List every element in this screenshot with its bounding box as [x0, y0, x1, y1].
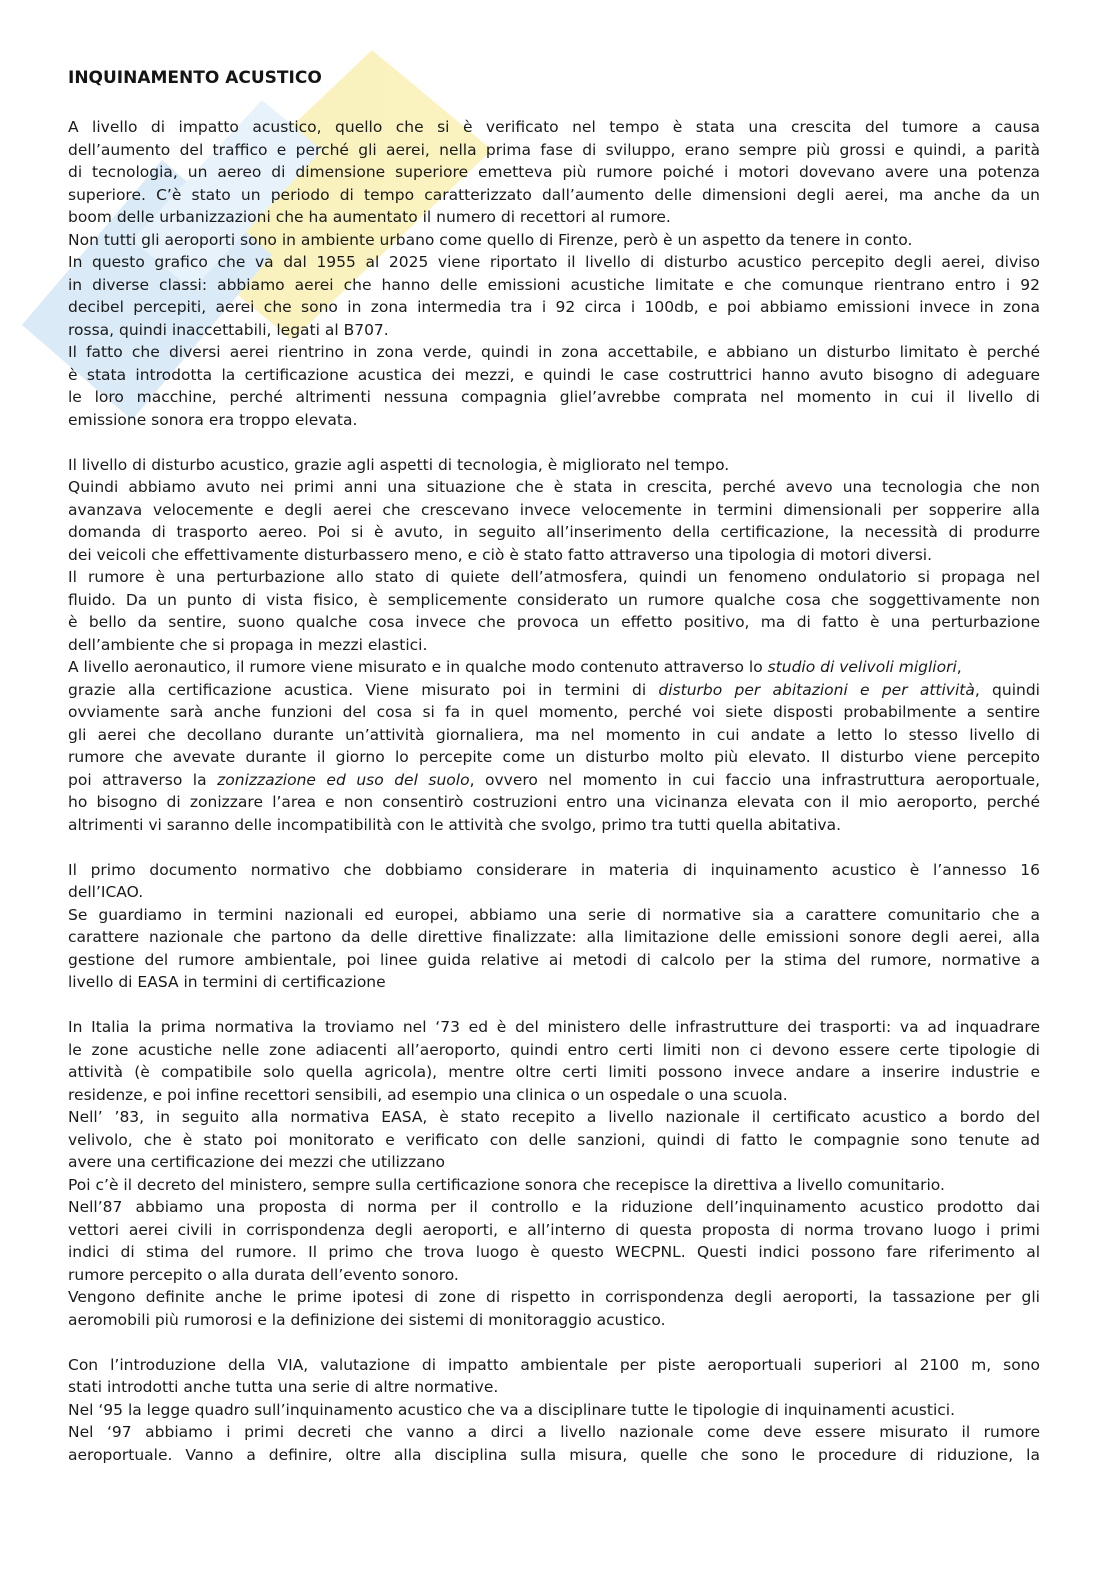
text-line	[68, 319, 1040, 341]
text-run: A livello aeronautico, il rumore viene misurato e in qualche modo contenuto attraverso lo	[68, 658, 768, 676]
text-run: vettori aerei civili in corrispondenza degli aeroporti, e allʼinterno di questa proposta di norma trovano luogo i primi	[68, 1220, 1040, 1239]
text-run: fluido. Da un punto di vista fisico, è semplicemente considerato un rumore qualche cosa che soggettivamente non	[68, 590, 1040, 609]
text-line	[68, 184, 1040, 206]
text-line	[68, 589, 1040, 611]
text-line	[68, 1084, 1040, 1106]
text-run: Nellʼ ’83, in seguito alla normativa EASA, è stato recepito a livello nazionale il certificato acustico a bordo del	[68, 1108, 1040, 1126]
text-line	[68, 1039, 1040, 1061]
text-run: Vengono definite anche le prime ipotesi di zone di rispetto in corrispondenza degli aeroporti, la tassazione per gli	[68, 1288, 1040, 1306]
text-line	[68, 206, 1040, 228]
text-run: rumore che avevate durante il giorno lo percepite come un disturbo molto più elevato. Il disturbo viene percepito	[68, 748, 1040, 766]
text-run: , ovvero nel momento in cui faccio una infrastruttura aeroportuale,	[469, 770, 1040, 789]
text-line	[68, 1444, 1040, 1466]
text-run: Se guardiamo in termini nazionali ed europei, abbiamo una serie di normative sia a carattere comunitario che a	[68, 905, 1040, 924]
text-line	[68, 139, 1040, 161]
text-line	[68, 611, 1040, 633]
text-run: Nel ‘95 la legge quadro sullʼinquinamento acustico che va a disciplinare tutte le tipologie di inquinamenti acustici.	[68, 1400, 956, 1419]
text-run: dell’aumento del traffico e perché gli aerei, nella prima fase di sviluppo, erano sempre più grossi e quindi, a parità	[68, 140, 1040, 159]
text-run: Il primo documento normativo che dobbiamo considerare in materia di inquinamento acustico è lʼannesso 16	[68, 860, 1040, 879]
text-line	[68, 904, 1040, 926]
text-run: velivolo, che è stato poi monitorato e verificato con delle sanzioni, quindi di fatto le compagnie sono tenute ad	[68, 1130, 1040, 1149]
text-run: ovviamente sarà anche funzioni del cosa si fa in quel momento, perché voi siete disposti probabilmente a sentire	[68, 703, 1040, 721]
text-line	[68, 566, 1040, 588]
text-run: Nellʼ87 abbiamo una proposta di norma per il controllo e la riduzione dellʼinquinamento acustico prodotto dai	[68, 1198, 1040, 1216]
italic-text-run: zonizzazione ed uso del suolo	[217, 770, 470, 789]
text-run: in diverse classi: abbiamo aerei che hanno delle emissioni acustiche limitate e che comunque rientrano entro i 92	[68, 275, 1040, 294]
text-line	[68, 1196, 1040, 1218]
text-line	[68, 386, 1040, 408]
text-run: aeroportuale. Vanno a definire, oltre alla disciplina sulla misura, quelle che sono le procedure di riduzione, la	[68, 1445, 1040, 1464]
text-run: di tecnologia, un aereo di dimensione superiore emetteva più rumore poiché i motori dovevano avere una potenza	[68, 163, 1040, 181]
text-run: domanda di trasporto aereo. Poi si è avuto, in seguito all’inserimento della certificazione, la necessità di produrre	[68, 523, 1040, 541]
text-line	[68, 454, 1040, 476]
text-run: livello di EASA in termini di certificazione	[68, 973, 386, 991]
text-run: Il fatto che diversi aerei rientrino in zona verde, quindi in zona accettabile, e abbiano un disturbo limitato è perché	[68, 343, 1040, 361]
text-line	[68, 409, 1040, 431]
text-line	[68, 859, 1040, 881]
text-line	[68, 724, 1040, 746]
text-line	[68, 1309, 1040, 1331]
text-line	[68, 229, 1040, 251]
text-line	[68, 949, 1040, 971]
text-run: dell’ICAO.	[68, 883, 144, 901]
text-run: dellʼambiente che si propaga in mezzi elastici.	[68, 635, 428, 654]
text-line	[68, 1399, 1040, 1421]
text-run: ,	[956, 658, 962, 676]
text-line	[68, 1286, 1040, 1308]
text-line	[68, 1421, 1040, 1443]
text-run: Quindi abbiamo avuto nei primi anni una situazione che è stata in crescita, perché avevo una tecnologia che non	[68, 478, 1040, 496]
text-run: indici di stima del rumore. Il primo che trova luogo è questo WECPNL. Questi indici possono fare riferimento al	[68, 1243, 1040, 1261]
italic-text-run: disturbo per abitazioni e per attività	[658, 680, 975, 699]
text-line	[68, 656, 1040, 678]
text-line	[68, 544, 1040, 566]
text-run: stati introdotti anche tutta una serie di altre normative.	[68, 1378, 499, 1396]
text-line	[68, 364, 1040, 386]
text-run: le loro macchine, perché altrimenti nessuna compagnia glielʼavrebbe comprata nel momento in cui il livello di	[68, 388, 1040, 406]
text-run: grazie alla certificazione acustica. Viene misurato poi in termini di	[68, 680, 659, 699]
text-run: gestione del rumore ambientale, poi linee guida relative ai metodi di calcolo per la stima del rumore, normative a	[68, 950, 1040, 969]
text-line	[68, 971, 1040, 993]
text-run: Con lʼintroduzione della VIA, valutazione di impatto ambientale per piste aeroportuali superiori al 2100 m, sono	[68, 1355, 1040, 1374]
text-run: rumore percepito o alla durata dellʼevento sonoro.	[68, 1265, 459, 1284]
text-run: emissione sonora era troppo elevata.	[68, 410, 358, 429]
text-line	[68, 814, 1040, 836]
text-run: Poi c’è il decreto del ministero, sempre sulla certificazione sonora che recepisce la direttiva a livello comunitario.	[68, 1175, 945, 1194]
text-line	[68, 679, 1040, 701]
text-line	[68, 1151, 1040, 1173]
text-run: A livello di impatto acustico, quello che si è verificato nel tempo è stata una crescita del tumore a causa	[68, 118, 1040, 136]
text-line	[68, 274, 1040, 296]
document-title: INQUINAMENTO ACUSTICO	[68, 68, 322, 88]
text-line	[68, 1219, 1040, 1241]
text-run: gli aerei che decollano durante unʼattività giornaliera, ma nel momento in cui andate a letto lo stesso livello di	[68, 725, 1040, 744]
text-line	[68, 521, 1040, 543]
text-run: avere una certificazione dei mezzi che utilizzano	[68, 1153, 446, 1171]
text-run: , quindi	[974, 680, 1040, 699]
text-run: residenze, e poi infine recettori sensibili, ad esempio una clinica o un ospedale o una scuola.	[68, 1085, 788, 1104]
text-line	[68, 161, 1040, 183]
text-run: Nel ‘97 abbiamo i primi decreti che vanno a dirci a livello nazionale come deve essere misurato il rumore	[68, 1423, 1040, 1441]
text-line	[68, 926, 1040, 948]
text-run: poi attraverso la	[68, 770, 218, 789]
text-run: avanzava velocemente e degli aerei che crescevano invece velocemente in termini dimensionali per sopperire alla	[68, 500, 1040, 519]
text-line	[68, 476, 1040, 498]
text-line	[68, 1174, 1040, 1196]
text-run: rossa, quindi inaccettabili, legati al B707.	[68, 320, 389, 339]
text-run: è stata introdotta la certificazione acustica dei mezzi, e quindi le case costruttrici hanno avuto bisogno di adeguare	[68, 365, 1040, 384]
text-line	[68, 1241, 1040, 1263]
text-run: superiore. C’è stato un periodo di tempo caratterizzato dall’aumento delle dimensioni degli aerei, ma anche da un	[68, 185, 1040, 204]
text-line	[68, 881, 1040, 903]
text-line	[68, 341, 1040, 363]
text-line	[68, 251, 1040, 273]
text-line	[68, 746, 1040, 768]
text-line	[68, 769, 1040, 791]
text-run: attività (è compatibile solo quella agricola), mentre oltre certi limiti possono invece andare a inserire industrie e	[68, 1063, 1040, 1081]
text-run: Il livello di disturbo acustico, grazie agli aspetti di tecnologia, è migliorato nel tempo.	[68, 455, 730, 474]
text-line	[68, 499, 1040, 521]
text-line	[68, 1376, 1040, 1398]
text-line	[68, 116, 1040, 138]
text-run: è bello da sentire, suono qualche cosa invece che provoca un effetto positivo, ma di fatto è una perturbazione	[68, 613, 1040, 631]
text-run: altrimenti vi saranno delle incompatibilità con le attività che svolgo, primo tra tutti quella abitativa.	[68, 815, 842, 834]
text-line	[68, 1106, 1040, 1128]
text-line	[68, 1354, 1040, 1376]
text-line	[68, 634, 1040, 656]
text-run: Non tutti gli aeroporti sono in ambiente urbano come quello di Firenze, però è un aspetto da tenere in conto.	[68, 230, 913, 249]
text-run: boom delle urbanizzazioni che ha aumentato il numero di recettori al rumore.	[68, 208, 671, 226]
text-line	[68, 1061, 1040, 1083]
text-run: carattere nazionale che partono da delle direttive finalizzate: alla limitazione delle emissioni sonore degli aerei, alla	[68, 928, 1040, 946]
text-line	[68, 791, 1040, 813]
italic-text-run: studio di velivoli migliori	[767, 658, 957, 676]
text-line	[68, 1016, 1040, 1038]
text-line	[68, 701, 1040, 723]
text-run: In questo grafico che va dal 1955 al 2025 viene riportato il livello di disturbo acustico percepito degli aerei, diviso	[68, 253, 1040, 271]
text-run: le zone acustiche nelle zone adiacenti allʼaeroporto, quindi entro certi limiti non ci devono essere certe tipologie di	[68, 1040, 1040, 1059]
text-run: decibel percepiti, aerei che sono in zona intermedia tra i 92 circa i 100db, e poi abbiamo emissioni invece in zona	[68, 298, 1040, 316]
text-run: aeromobili più rumorosi e la definizione dei sistemi di monitoraggio acustico.	[68, 1310, 666, 1329]
text-run: ho bisogno di zonizzare lʼarea e non consentirò costruzioni entro una vicinanza elevata con il mio aeroporto, perché	[68, 793, 1040, 811]
text-run: In Italia la prima normativa la troviamo nel ‘73 ed è del ministero delle infrastrutture dei trasporti: va ad inquadrare	[68, 1018, 1040, 1036]
text-line	[68, 296, 1040, 318]
text-line	[68, 1264, 1040, 1286]
text-run: Il rumore è una perturbazione allo stato di quiete dellʼatmosfera, quindi un fenomeno ondulatorio si propaga nel	[68, 568, 1040, 586]
text-run: dei veicoli che effettivamente disturbassero meno, e ciò è stato fatto attraverso una tipologia di motori diversi.	[68, 545, 933, 564]
text-line	[68, 1129, 1040, 1151]
